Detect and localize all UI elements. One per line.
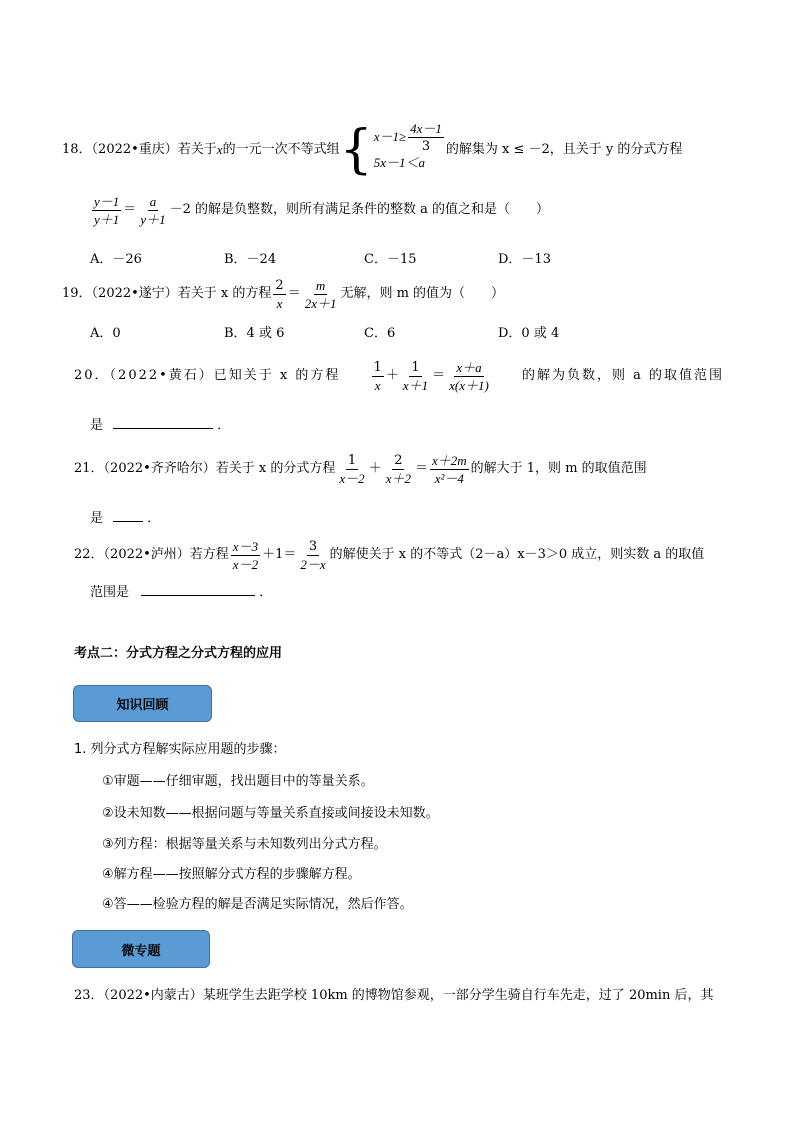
q18-option-a[interactable]: A．－26 — [90, 252, 142, 267]
q21-num1: 1 — [347, 452, 357, 468]
q21-den2: x＋2 — [385, 470, 411, 486]
step-1: ①审题——仔细审题，找出题目中的等量关系。 — [102, 774, 374, 789]
q20-label: 20．（2022•黄石）已知关于 x 的方程 — [74, 368, 341, 383]
q20-frac1 — [372, 360, 384, 393]
q19-den1: x — [276, 295, 283, 311]
special-topic-box — [72, 930, 210, 968]
q22-num2: 3 — [308, 538, 318, 554]
q20-den1: x — [374, 377, 381, 393]
q21-frac1 — [337, 453, 366, 486]
q18-line2 — [90, 190, 549, 230]
q19-line1 — [62, 274, 504, 314]
q18-eq-sign: ＝ — [123, 202, 137, 217]
q19-option-a[interactable]: A．0 — [90, 326, 121, 341]
q21-text2: 的解大于 1，则 m 的取值范围 — [470, 461, 647, 476]
q18-eq-frac2 — [138, 194, 167, 227]
q22-line2-label: 范围是 — [90, 585, 130, 600]
q20-line2-label: 是 — [90, 418, 104, 433]
q20-answer-blank[interactable] — [113, 415, 213, 429]
q18-brace: { — [339, 120, 373, 180]
step-5: ④答——检验方程的解是否满足实际情况，然后作答。 — [102, 897, 413, 912]
q18-eq-num1: y－1 — [94, 193, 120, 209]
q21-line1 — [74, 448, 647, 490]
q20-eq-sign: ＝ — [432, 368, 446, 383]
q20-num1: 1 — [373, 359, 382, 375]
q18-eq-frac1 — [92, 194, 121, 227]
q18-ineq1-den: 3 — [421, 138, 431, 154]
step-4: ④解方程——按照解分式方程的步骤解方程。 — [102, 867, 361, 882]
q19-label: 19．（2022•遂宁）若关于 x 的方程 — [62, 286, 272, 301]
q22-end: ． — [259, 585, 273, 600]
q18-text2: 的解集为 x ≤ －2，且关于 y 的分式方程 — [445, 142, 683, 157]
q18-ineq1-frac — [408, 121, 444, 154]
q18-eq-den2: y＋1 — [140, 211, 166, 227]
q20-plus: ＋ — [385, 368, 399, 383]
q18-eq-den1: y＋1 — [94, 211, 120, 227]
knowledge-review-label: 知识回顾 — [116, 698, 169, 713]
q22-line1 — [74, 534, 704, 576]
q19-eq-sign: ＝ — [287, 286, 301, 301]
q21-line2-label: 是 — [90, 511, 104, 526]
q20-frac3 — [447, 360, 491, 393]
q22-label: 22．（2022•泸州）若方程 — [74, 547, 229, 562]
q20-den3: x(x＋1) — [449, 377, 489, 393]
q21-num2: 2 — [394, 452, 403, 468]
q18-ineq1-left: x－1≥ — [373, 129, 407, 144]
knowledge-review-box — [73, 685, 212, 722]
q21-answer-blank[interactable] — [113, 508, 143, 522]
q22-answer-blank[interactable] — [141, 582, 255, 596]
steps-title: 1. 列分式方程解实际应用题的步骤： — [74, 742, 286, 757]
q20-line1 — [74, 355, 724, 397]
q18-ineq2: 5x－1＜a — [373, 155, 425, 170]
q18-text3: －2 的解是负整数，则所有满足条件的整数 a 的值之和是（ ） — [169, 202, 549, 217]
q19-frac1 — [273, 278, 285, 311]
q20-end: ． — [217, 418, 231, 433]
q21-den1: x－2 — [339, 470, 365, 486]
q20-frac2 — [401, 360, 430, 393]
q19-option-c[interactable]: C．6 — [364, 326, 396, 341]
q21-frac2 — [384, 453, 413, 486]
q19-num1: 2 — [275, 277, 284, 293]
q22-num1: x－3 — [232, 538, 259, 554]
q20-line2 — [90, 415, 230, 435]
q19-option-d[interactable]: D．0 或 4 — [498, 326, 560, 341]
q18-text1: 的一元一次不等式组 — [222, 142, 340, 157]
q22-line2 — [90, 582, 272, 602]
q20-num2: 1 — [411, 359, 420, 375]
q22-den1: x－2 — [232, 556, 259, 572]
q20-text2: 的解为负数，则 a 的取值范围 — [521, 368, 724, 383]
q19-option-b[interactable]: B．4 或 6 — [224, 326, 285, 341]
q18-ineq1-num: 4x－1 — [410, 120, 442, 136]
q18-option-b[interactable]: B．－24 — [224, 252, 277, 267]
q22-mid: ＋1＝ — [262, 547, 297, 562]
q23-line1: 23．（2022•内蒙古）某班学生去距学校 10km 的博物馆参观，一部分学生骑自行车先走，过了 20min 后，其 — [74, 988, 714, 1003]
q21-frac3 — [430, 453, 469, 486]
q19-den2: 2x＋1 — [304, 295, 337, 311]
q18-line1 — [62, 120, 682, 180]
q21-line2 — [90, 508, 160, 528]
section-heading: 考点二：分式方程之分式方程的应用 — [74, 646, 283, 661]
q18-option-c[interactable]: C．－15 — [364, 252, 417, 267]
q19-num2: m — [315, 277, 326, 293]
q20-num3: x＋a — [456, 359, 482, 375]
q21-end: ． — [147, 511, 161, 526]
q18-label: 18．（2022•重庆）若关于 — [62, 142, 217, 157]
q22-frac1 — [231, 539, 260, 572]
q21-plus: ＋ — [368, 461, 382, 476]
q21-num3: x＋2m — [431, 452, 467, 468]
step-3: ③列方程：根据等量关系与未知数列出分式方程。 — [102, 837, 387, 852]
step-2: ②设未知数——根据问题与等量关系直接或间接设未知数。 — [102, 806, 439, 821]
q22-frac2 — [298, 539, 327, 572]
q18-var-x: x — [216, 142, 223, 157]
special-topic-label: 微专题 — [121, 943, 161, 959]
q22-text2: 的解使关于 x 的不等式（2－a）x－3＞0 成立，则实数 a 的取值 — [329, 547, 705, 562]
q18-eq-num2: a — [149, 193, 157, 209]
q21-den3: x²－4 — [434, 470, 464, 486]
q21-label: 21．（2022•齐齐哈尔）若关于 x 的分式方程 — [74, 461, 336, 476]
q19-text2: 无解，则 m 的值为（ ） — [340, 286, 505, 301]
q21-eq-sign: ＝ — [414, 461, 428, 476]
q19-frac2 — [303, 278, 339, 311]
q18-option-d[interactable]: D．－13 — [498, 252, 551, 267]
q22-den2: 2－x — [300, 556, 326, 572]
q18-inequality-system — [373, 120, 446, 176]
q20-den2: x＋1 — [402, 377, 429, 393]
